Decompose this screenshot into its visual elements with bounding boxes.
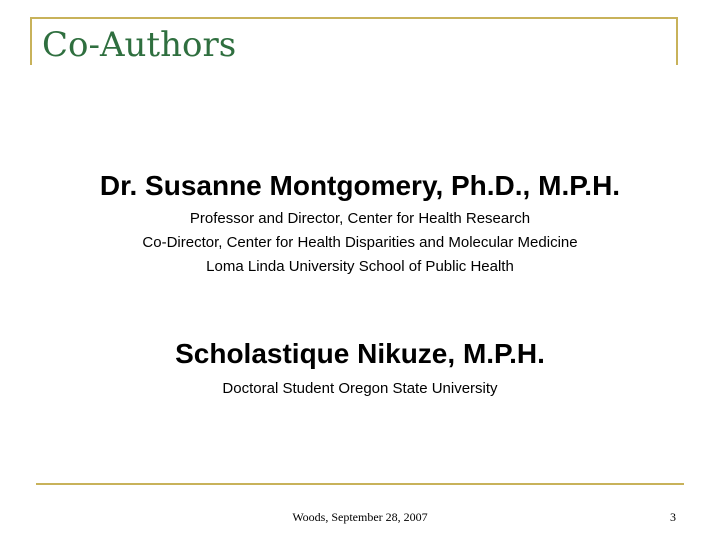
author-2-details bbox=[0, 377, 720, 401]
author-1-detail-1: Professor and Director, Center for Health Research bbox=[189, 210, 531, 227]
footer-text: Woods, September 28, 2007 bbox=[292, 510, 428, 524]
slide-title: Co-Authors bbox=[42, 25, 237, 65]
author-1-details bbox=[0, 207, 720, 279]
top-rule bbox=[30, 17, 678, 19]
page-number: 3 bbox=[670, 510, 676, 524]
left-rule bbox=[30, 17, 32, 65]
author-1-name: Dr. Susanne Montgomery, Ph.D., M.P.H. bbox=[99, 170, 621, 201]
author-2-detail-1: Doctoral Student Oregon State University bbox=[222, 380, 498, 397]
author-2-name: Scholastique Nikuze, M.P.H. bbox=[175, 338, 545, 369]
author-1-detail-3: Loma Linda University School of Public Health bbox=[206, 258, 514, 275]
bottom-rule bbox=[36, 483, 684, 485]
author-1-detail-2: Co-Director, Center for Health Disparities and Molecular Medicine bbox=[142, 234, 578, 251]
right-rule bbox=[676, 17, 678, 65]
